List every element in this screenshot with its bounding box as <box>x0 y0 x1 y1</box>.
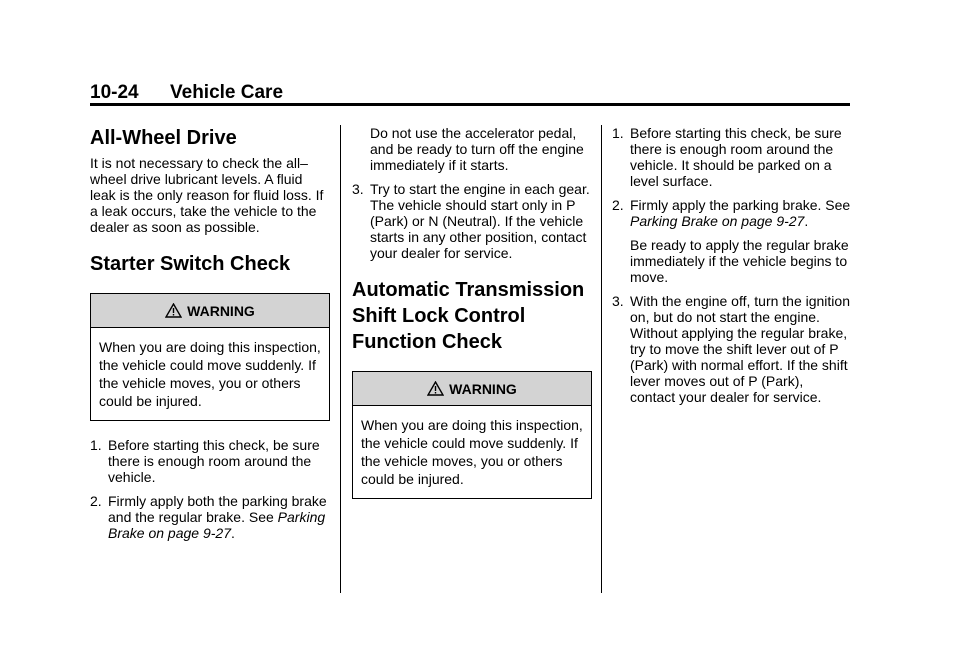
column-1 <box>90 125 330 541</box>
item-text-tail: . <box>230 525 235 541</box>
list-item <box>612 293 852 405</box>
chapter-title: Vehicle Care <box>170 82 284 103</box>
page-number: 10-24 <box>90 82 139 103</box>
list-item <box>90 493 330 541</box>
warning-label: WARNING <box>187 302 255 319</box>
section-title-starter: Starter Switch Check <box>90 253 291 275</box>
item-number: 2. <box>612 197 624 213</box>
list-item-continued <box>352 125 592 173</box>
warning-icon <box>165 303 182 318</box>
list-item <box>612 197 852 285</box>
column-3 <box>612 125 852 405</box>
warning-header <box>353 372 591 406</box>
item-text: Before starting this check, be sure there is enough room around the vehicle. It should be parked on a level surface. <box>630 125 842 189</box>
item-text: With the engine off, turn the ignition on, but do not start the engine. Without applying the regular brake, try to move the shift lever out of P (Park) with normal effort. If the shift lever moves out of P (Park), contact your dealer for service. <box>630 293 850 405</box>
item-number: 2. <box>90 493 102 509</box>
item-number: 1. <box>612 125 624 141</box>
cross-reference: Parking Brake on page 9-27 <box>630 213 805 229</box>
item-number: 3. <box>352 181 364 197</box>
column-divider-1 <box>340 125 341 593</box>
item-number: 3. <box>612 293 624 309</box>
item-text: Before starting this check, be sure there is enough room around the vehicle. <box>108 437 320 485</box>
item-number: 1. <box>90 437 102 453</box>
column-2 <box>352 125 592 499</box>
item-text: Do not use the accelerator pedal, and be ready to turn off the engine immediately if it starts. <box>370 125 584 173</box>
warning-text: When you are doing this inspection, the vehicle could move suddenly. If the vehicle moves, you or others could be injured. <box>99 339 321 409</box>
warning-icon <box>427 381 444 396</box>
warning-label: WARNING <box>449 380 517 397</box>
list-item <box>90 437 330 485</box>
cross-reference: Parking Brake on page 9-27 <box>108 509 326 541</box>
item-text-tail: . <box>804 213 809 229</box>
warning-box-2 <box>352 371 592 499</box>
warning-text: When you are doing this inspection, the vehicle could move suddenly. If the vehicle moves, you or others could be injured. <box>361 417 583 487</box>
column-divider-2 <box>601 125 602 593</box>
list-item <box>612 125 852 189</box>
list-item <box>352 181 592 261</box>
warning-box-1 <box>90 293 330 421</box>
awd-paragraph: It is not necessary to check the all–wheel drive lubricant levels. A fluid leak is the only reason for fluid loss. If a leak occurs, take the vehicle to the dealer as soon as possible. <box>90 155 324 235</box>
header-rule <box>90 103 850 106</box>
section-title-awd: All-Wheel Drive <box>90 127 237 149</box>
item-text: Firmly apply the parking brake. See <box>630 197 851 213</box>
section-title-shift-lock: Automatic Transmission Shift Lock Control Function Check <box>352 279 585 353</box>
item-text: Firmly apply both the parking brake and the regular brake. See <box>108 493 327 525</box>
item-text: Try to start the engine in each gear. The vehicle should start only in P (Park) or N (Neutral). If the vehicle starts in any other position, contact your dealer for service. <box>370 181 590 261</box>
warning-header <box>91 294 329 328</box>
item-extra-text: Be ready to apply the regular brake immediately if the vehicle begins to move. <box>630 237 849 285</box>
